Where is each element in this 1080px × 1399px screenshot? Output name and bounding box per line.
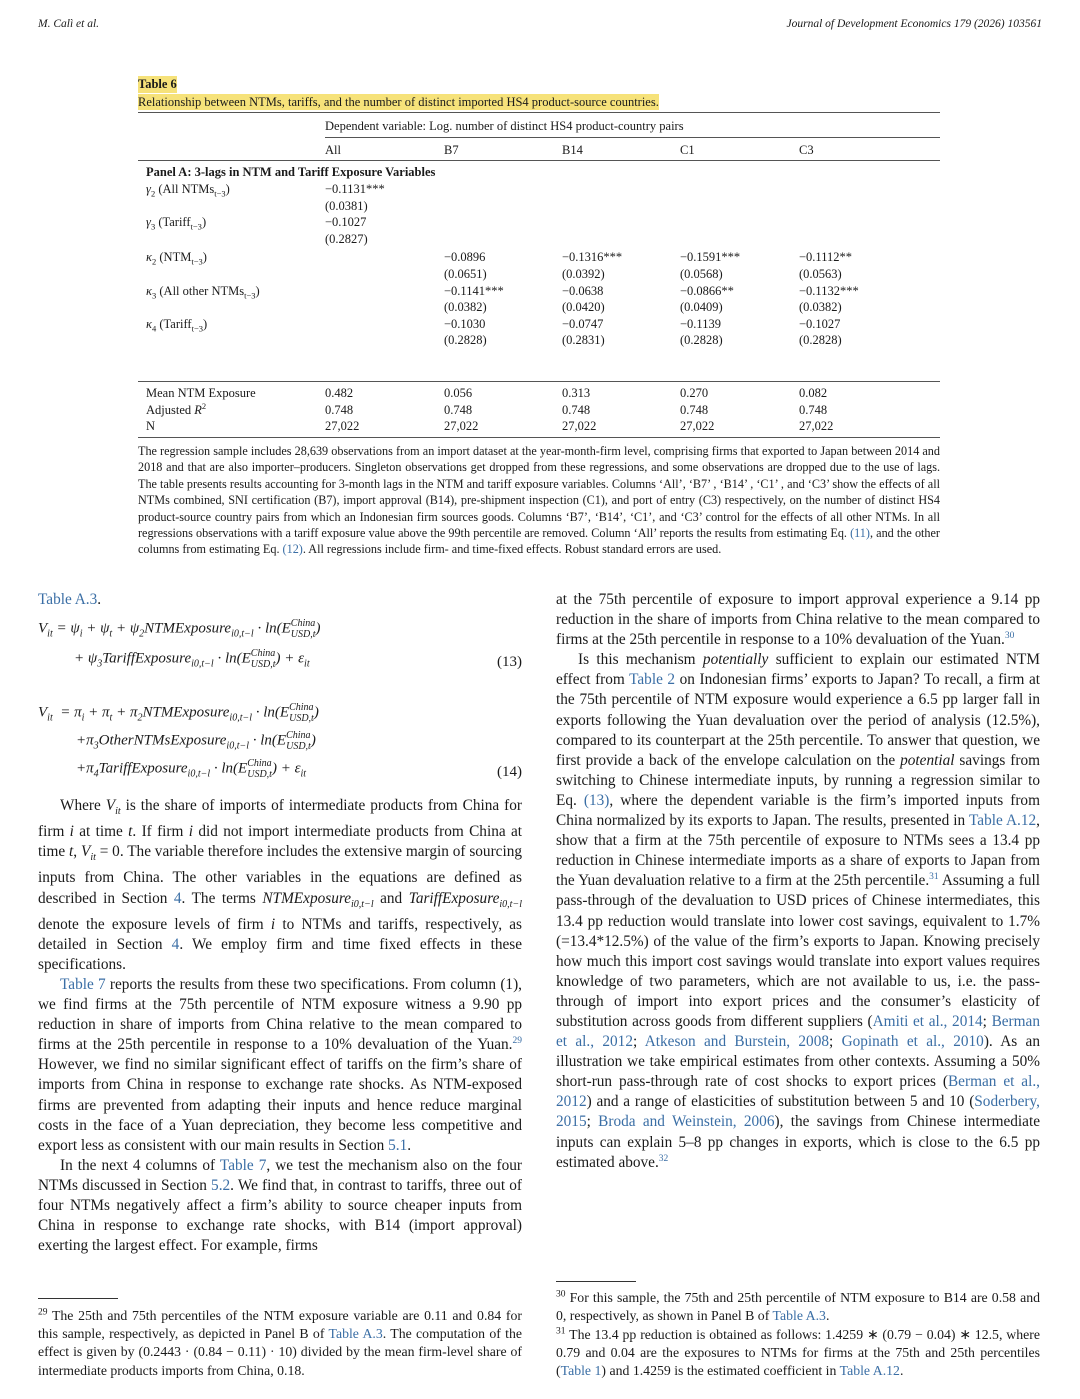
running-head-journal: Journal of Development Economics 179 (2026) 103561 xyxy=(786,18,1042,30)
section-4-link-2[interactable]: 4 xyxy=(171,935,180,953)
equation-13 xyxy=(38,614,522,684)
table-cell: −0.1030 xyxy=(444,316,486,331)
running-head-authors: M. Calì et al. xyxy=(38,18,100,30)
table-cell: −0.0866** xyxy=(680,283,734,298)
stat-cell: 0.748 xyxy=(562,402,591,417)
table-cell: (0.0382) xyxy=(444,300,487,315)
table-cell: (0.0381) xyxy=(325,198,368,213)
row-label: $\gamma_2$ (All NTMs$_{t-3}$) xyxy=(146,182,230,199)
left-paragraph-1: Where $V_{it}$ is the share of imports of intermediate products from China for firm i at time t. If firm i did not import intermediate products from China at time t, $V_{it} = 0$. The variable therefore includes the extensive margin of sourcing inputs from China. The other variables in the equations are defined as described in Section 4. The terms NTMExposure$_{i0,t-l}$ and TariffExposure$_{i0,t-l}$ denote the exposure levels of firm i to NTMs and tariffs, respectively, as detailed in Section 4. We employ firm and time fixed effects in these specifications. xyxy=(38,797,523,973)
table-7-link-2[interactable]: Table 7 xyxy=(219,1156,267,1174)
stat-cell: 0.748 xyxy=(444,402,473,417)
table-caption: Relationship between NTMs, tariffs, and the number of distinct imported HS4 product-source countries. xyxy=(138,94,659,109)
table-cell: (0.0420) xyxy=(562,300,605,315)
right-footnote-rule xyxy=(556,1281,636,1282)
eq14-line-3: $+\pi_4TariffExposure_{i0,t-l}$ · ln(EChina $USD,t) + \varepsilon_{it}$ xyxy=(76,758,307,781)
row-label: $\kappa_2$ $(NTM_{t-3})$ xyxy=(146,250,207,267)
table-cell: (0.2827) xyxy=(325,231,368,246)
stat-label: Mean NTM Exposure xyxy=(146,386,256,400)
fn29-table-a3-link[interactable]: Table A.3 xyxy=(328,1326,383,1342)
stat-cell: 0.748 xyxy=(325,402,354,417)
table-a3-link[interactable]: Table A.3 xyxy=(38,591,98,608)
stat-cell: 0.082 xyxy=(799,386,828,400)
stat-cell: 27,022 xyxy=(325,419,360,434)
table-cell: −0.0638 xyxy=(562,283,604,298)
col-head-c3: C3 xyxy=(799,143,814,157)
eq14-line-2: $+\pi_3OtherNTMsExposure_{i0,t-l}$ · ln(EChina USD,t) xyxy=(76,730,316,753)
table-cell: (0.0382) xyxy=(799,300,842,315)
stat-cell: 27,022 xyxy=(799,419,834,434)
table-6 xyxy=(138,76,940,573)
table-cell: (0.2831) xyxy=(562,333,605,348)
ref-amiti-2014[interactable]: Amiti et al., 2014 xyxy=(872,1012,983,1030)
table-cell: (0.2828) xyxy=(799,333,842,348)
fn30-table-a3-link[interactable]: Table A.3 xyxy=(772,1308,826,1324)
table-a12-link[interactable]: Table A.12 xyxy=(969,812,1037,830)
footnote-29-ref[interactable]: 29 xyxy=(512,1036,522,1047)
panel-title: Panel A: 3-lags in NTM and Tariff Exposure Variables xyxy=(146,165,436,179)
table-cell: −0.1131*** xyxy=(325,182,385,196)
left-paragraph-2: Table 7 reports the results from these two specifications. From column (1), we find firms at the 75th percentile of NTM exposure witness a 9.90 pp reduction in share of imports from China relative to the mean compared to firms at the 25th percentile in response to a 10% devaluation of the Yuan.$^{29}$ However, we find no similar significant effect of tariffs on the firm’s share of imports from China in response to exchange rate shocks. As NTM-exposed firms are prevented from adapting their inputs and hence reduce marginal costs in the face of a Yuan depreciation, they become less competitive and export less as consistent with our main results in Section 5.1. xyxy=(38,975,522,1154)
table-note: The regression sample includes 28,639 observations from an import dataset at the year-month-firm level, comprising firms that exported to Japan between 2014 and 2018 and that are also importer–producers. Singleton observations get dropped from these regressions, and some observations are dropped due to the use of lags. The table presents results accounting for 3-month lags in the NTM and tariff exposure variables. Columns ‘All’, ‘B7’ , ‘B14’ , ‘C1’ , and ‘C3’ show the effects of all NTMs combined, SNI certification (B7), import approval (B14), pre-shipment inspection (C1), and port of entry (C3) respectively, on the number of distinct HS4 product-source country pairs from which an Indonesian firm sources goods. Columns ‘B7’, ‘B14’, ‘C1’, and ‘C3’ control for the effects of all other NTMs. In all regressions observations with a tariff exposure value above the 99th percentile are removed. Column ‘All’ reports the results from estimating Eq. (11), and the other columns from estimating Eq. (12). All regressions include firm- and time-fixed effects. Robust standard errors are used. xyxy=(138,444,940,557)
ref-berman-2012[interactable]: Berman et al., 2012 xyxy=(556,1012,1040,1051)
table-cell: (0.0409) xyxy=(680,300,723,315)
section-4-link[interactable]: 4 xyxy=(173,889,182,907)
ref-soderbery-2015[interactable]: Soderbery, 2015 xyxy=(556,1093,1040,1131)
footnote-30: $^{30}$ For this sample, the 75th and 25th percentile of NTM exposure to B14 are 0.58 and 0, respectively, as shown in Panel B of Table A.3. xyxy=(556,1289,1040,1324)
table-cell: −0.1139 xyxy=(680,316,721,331)
section-5-2-link[interactable]: 5.2 xyxy=(211,1176,231,1194)
fn31-table-1-link[interactable]: Table 1 xyxy=(560,1363,602,1379)
stat-cell: 0.748 xyxy=(799,402,828,417)
header-rule xyxy=(138,160,940,161)
table-cell: (0.2828) xyxy=(680,333,723,348)
table-cell: −0.0896 xyxy=(444,250,486,265)
table-grid xyxy=(138,113,940,573)
eq-13-link[interactable]: (13) xyxy=(583,791,610,809)
table-cell: −0.1132*** xyxy=(799,283,859,298)
table-7-link[interactable]: Table 7 xyxy=(60,975,106,993)
eq-12-link[interactable]: (12) xyxy=(282,542,303,557)
ref-gopinath-2010[interactable]: Gopinath et al., 2010 xyxy=(841,1033,984,1051)
col-head-all: All xyxy=(325,143,341,157)
table-cell: −0.1027 xyxy=(325,215,367,230)
table-cell: (0.0392) xyxy=(562,267,605,281)
table-cell: (0.0651) xyxy=(444,267,487,281)
row-label: $\kappa_3$ (All other NTMs$_{t-3}$) xyxy=(146,283,260,301)
col-head-b14: B14 xyxy=(562,143,583,157)
footnote-29: $^{29}$ The 25th and 75th percentiles of the NTM exposure variable are 0.11 and 0.84 for this sample, respectively, as depicted in Panel B of Table A.3. The computation of the effect is given by (0.2443 · (0.84 − 0.11) · 10) divided by the mean firm-level share of intermediate products imports from China, 0.18. xyxy=(38,1307,522,1378)
equation-14 xyxy=(38,700,522,796)
row-label: $\gamma_3$ (Tariff$_{t-3}$) xyxy=(146,215,207,232)
table-cell: (0.0563) xyxy=(799,267,842,281)
table-2-link[interactable]: Table 2 xyxy=(629,671,676,689)
stat-cell: 0.313 xyxy=(562,386,591,400)
stat-cell: 0.056 xyxy=(444,386,473,400)
dependent-variable-label: Dependent variable: Log. number of distinct HS4 product-country pairs xyxy=(325,119,684,133)
eq13-number: (13) xyxy=(497,654,522,671)
fn31-table-a12-link[interactable]: Table A.12 xyxy=(839,1363,900,1379)
stat-cell: 0.482 xyxy=(325,386,354,400)
table-cell: −0.1316*** xyxy=(562,250,623,265)
table-label: Table 6 xyxy=(138,77,177,91)
stat-cell: 0.748 xyxy=(680,402,709,417)
stat-label: N xyxy=(146,419,156,434)
stat-cell: 27,022 xyxy=(562,419,597,434)
left-paragraph-3: In the next 4 columns of Table 7, we test the mechanism also on the four NTMs discussed in Section 5.2. We find that, in contrast to tariffs, three out of four NTMs negatively affect a firm’s ability to source cheaper inputs from China in response to exchange rate shocks, with B14 (import approval) exerting the largest effect. For example, firms xyxy=(38,1156,522,1255)
footnote-31: $^{31}$ The 13.4 pp reduction is obtained as follows: 1.4259 ∗ (0.79 − 0.04) ∗ 12.5, where 0.79 and 0.04 are the exposures to NTMs for firms at the 75th and 25th percentiles (Table 1) and 1.4259 is the estimated coefficient in Table A.12. xyxy=(556,1326,1040,1379)
row-label: $\kappa_4$ (Tariff$_{t-3}$) xyxy=(146,316,208,334)
stat-cell: 0.270 xyxy=(680,386,709,400)
right-column xyxy=(556,590,1040,1173)
table-bottom-rule xyxy=(138,437,940,438)
col-head-c1: C1 xyxy=(680,143,695,157)
stat-cell: 27,022 xyxy=(444,419,479,434)
footnote-31-ref[interactable]: 31 xyxy=(929,872,939,883)
stat-label: Adjusted $R^2$ xyxy=(146,400,207,417)
right-paragraph-2: Is this mechanism potentially sufficient to explain our estimated NTM effect from Table 2 on Indonesian firms’ exports to Japan? To recall, a firm at the 75th percentile of NTM exposure would experience a 6.5 pp larger fall in exports following the Yuan devaluation over the period of analysis (12.5%), compared to its counterpart at the 25th percentile. To answer that question, we first provide a back of the envelope calculation on the potential savings from switching to Chinese intermediate inputs, by running a regression similar to Eq. (13), where the dependent variable is the firm’s imported inputs from China normalized by its exports to Japan. The results, presented in Table A.12, show that a firm at the 75th percentile of exposure to NTMs sees a 13.4 pp reduction in Chinese intermediate imports as a share of exports to Japan from the Yuan devaluation relative to a firm at the 25th percentile.$^{31}$ Assuming a full pass-through of the devaluation to USD prices of Chinese intermediates, this 13.4 pp reduction would translate into lower cost savings, equivalent to 1.7% (=13.4*12.5%) of the value of the firm’s exports to Japan. Knowing precisely how much this import cost savings would translate into export values requires knowledge of two parameters, which are not available to us, i.e. the pass-through of import into export prices and the consumer’s elasticity of substitution across goods from different suppliers (Amiti et al., 2014; Berman et al., 2012; Atkeson and Burstein, 2008; Gopinath et al., 2010). As an illustration we take empirical estimates from other contexts. Assuming a 50% short-run pass-through rate of cost shocks to export prices (Berman et al., 2012) and a range of elasticities of substitution between 5 and 10 (Soderbery, 2015; Broda and Weinstein, 2006), the savings from Chinese intermediate inputs can explain 5–8 pp changes in exports, which is close to the 6.5 pp estimated above.$^{32}$ xyxy=(556,651,1040,1171)
footnote-30-ref[interactable]: 30 xyxy=(1004,631,1015,642)
table-cell: −0.1591*** xyxy=(680,250,741,265)
table-cell: −0.1027 xyxy=(799,316,841,331)
footnote-32-ref[interactable]: 32 xyxy=(658,1153,669,1164)
eq14-number: (14) xyxy=(497,764,522,781)
section-5-1-link[interactable]: 5.1 xyxy=(388,1136,408,1154)
stats-rule xyxy=(138,381,940,382)
table-cell: −0.1141*** xyxy=(444,283,504,298)
ref-broda-2006[interactable]: Broda and Weinstein, 2006 xyxy=(598,1113,775,1131)
left-footnote-rule xyxy=(38,1298,118,1299)
table-cell: −0.1112** xyxy=(799,250,852,265)
eq-11-link[interactable]: (11) xyxy=(850,526,870,541)
col-head-b7: B7 xyxy=(444,143,459,157)
ref-atkeson-2008[interactable]: Atkeson and Burstein, 2008 xyxy=(644,1033,829,1051)
eq13-line-1: $V_{it} = \psi_i + \psi_t$ + $\psi_2NTMExposure_{i0,t-l}$ · ln(EChina USD,t) xyxy=(38,618,321,641)
eq14-line-1: $V_{it} = \pi_i + \pi_t$ + $\pi_2NTMExposure_{i0,t-l}$ · ln(EChina USD,t) xyxy=(38,702,319,725)
eq13-line-2: + $\psi_3TariffExposure_{i0,t-l}$ · ln(EChina $USD,t) + \varepsilon_{it}$ xyxy=(74,648,310,671)
stat-cell: 27,022 xyxy=(680,419,715,434)
table-cell: (0.0568) xyxy=(680,267,723,281)
left-column: Table A.3. $V_{it} = \psi_i + \psi_t$ + $\psi_2NTMExposure_{i0,t-l}$ · ln(EChina USD,t) + $\psi_3TariffExposure_{i0,t-l}$ · ln(EChina $USD,t) + \varepsilon_{it}$ (13) $V_{it} = \pi_i + \pi_t$ + $\pi_2NTMExposure_{i0,t-l}$ · ln(EChina USD,t) $+\pi_3OtherNTMsExposure_{i0,t-l}$ · ln(EChina USD,t) $+\pi_4TariffExposure_{i0,t-l}$ · ln(EChina $USD,t) + \varepsilon_{it}$ (14) Where $V_{it}$ is the share of imports of intermediate products from China for firm i at time t. If firm i did not import intermediate products from China at time t, $V_{it} = 0$. The variable therefore includes the extensive margin of sourcing inputs from China. The other variables in the equations are defined as described in Section 4. The terms NTMExposure$_{i0,t-l}$ and TariffExposure$_{i0,t-l}$ denote the exposure levels of firm i to NTMs and tariffs, respectively, as detailed in Section 4. We employ firm and time fixed effects in these specifications. Table 7 reports the results from these two specifications. From column (1), we find firms at the 75th percentile of NTM exposure witness a 9.90 pp reduction in share of imports from China relative to the mean compared to firms at the 25th percentile in response to a 10% devaluation of the Yuan.$^{29}$ However, we find no similar significant effect of tariffs on the firm’s share of imports from China in response to exchange rate shocks. As NTM-exposed firms are prevented from adapting their inputs and hence reduce marginal costs in the face of a Yuan depreciation, they become less competitive and export less as consistent with our main results in Section 5.1. In the next 4 columns of Table 7, we test the mechanism also on the four NTMs discussed in Section 5.2. We find that, in contrast to tariffs, three out of four NTMs negatively affect a firm’s ability to source cheaper inputs from China in response to exchange rate shocks, with B14 (import approval) exerting the largest effect. For example, firms xyxy=(38,590,522,1256)
ref-berman-2012-b[interactable]: Berman et al., 2012 xyxy=(556,1073,1040,1111)
table-cell: (0.2828) xyxy=(444,333,487,348)
dependent-variable-rule xyxy=(325,137,940,138)
right-paragraph-1: at the 75th percentile of exposure to import approval experience a 9.14 pp reduction in the share of imports from China relative to the mean compared to firms at the 25th percentile in response to a 10% devaluation of the Yuan.$^{30}$ xyxy=(556,591,1040,649)
table-cell: −0.0747 xyxy=(562,316,604,331)
